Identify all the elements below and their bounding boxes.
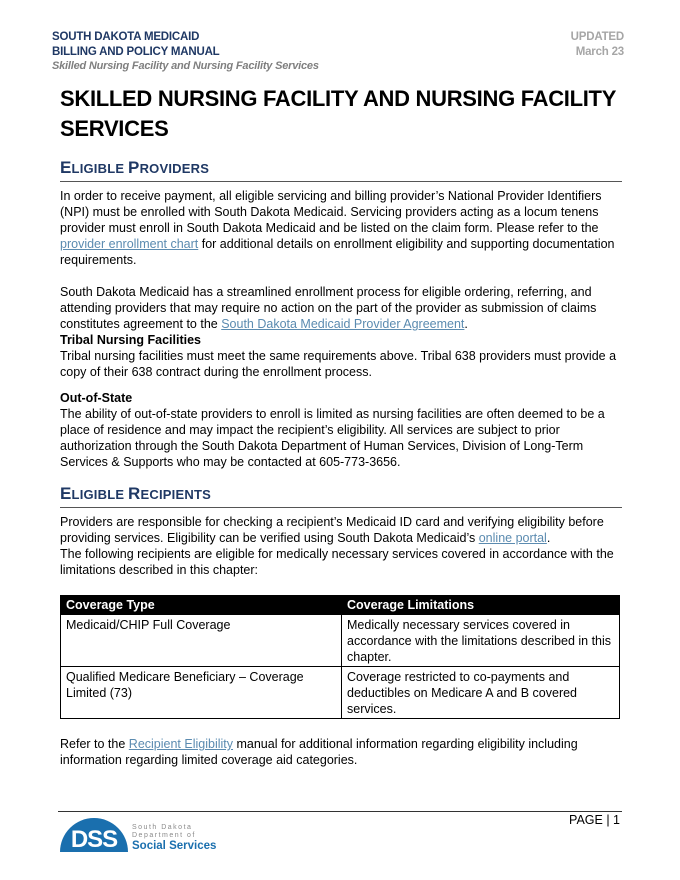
header-manual: BILLING AND POLICY MANUAL <box>52 45 220 58</box>
header-updated <box>571 30 624 59</box>
recipients-paragraph-1: Providers are responsible for checking a recipient’s Medicaid ID card and verifying eligibility before providing services. Eligibility can be verified using South Dakota Medicaid’s online portal. <box>60 515 604 545</box>
svg-text:Social Services: Social Services <box>132 840 217 852</box>
recipient-eligibility-link[interactable]: Recipient Eligibility <box>128 737 234 751</box>
out-of-state-paragraph: The ability of out-of-state providers to enroll is limited as nursing facilities are often deemed to be a place of residence and may impact the recipient’s eligibility. All services are subject to prior authorization through the South Dakota Department of Human Services, Division of Long-Term Services & Supports who may be contacted at 605-773-3656. <box>60 407 605 469</box>
document-header <box>52 30 319 74</box>
updated-date: March 23 <box>575 45 624 58</box>
header-coverage-type: Coverage Type <box>61 596 342 615</box>
header-chapter: Skilled Nursing Facility and Nursing Facility Services <box>52 60 319 72</box>
dss-logo <box>58 814 228 859</box>
provider-agreement-link[interactable]: South Dakota Medicaid Provider Agreement <box>221 317 465 331</box>
table-cell: Qualified Medicare Beneficiary – Coverage Limited (73) <box>61 667 342 719</box>
online-portal-link[interactable]: online portal <box>478 531 547 545</box>
provider-enrollment-chart-link[interactable]: provider enrollment chart <box>60 237 199 251</box>
header-agency: SOUTH DAKOTA MEDICAID <box>52 31 200 43</box>
tribal-paragraph: Tribal nursing facilities must meet the same requirements above. Tribal 638 providers must provide a copy of their 638 contract during the enrollment process. <box>60 349 617 379</box>
header-coverage-limitations: Coverage Limitations <box>342 596 620 615</box>
updated-label: UPDATED <box>570 31 624 43</box>
providers-paragraph-2: South Dakota Medicaid has a streamlined enrollment process for eligible ordering, referring, and attending providers that may require no action on the part of the provider as submission of claims constitutes agreement to the South Dakota Medicaid Provider Agreement. <box>60 285 597 331</box>
page-title: SKILLED NURSING FACILITY AND NURSING FACILITY SERVICES <box>60 86 616 141</box>
page-number: PAGE | 1 <box>569 813 620 827</box>
coverage-table <box>60 595 620 719</box>
svg-text:South Dakota: South Dakota <box>132 824 193 831</box>
page-content <box>60 84 622 768</box>
out-of-state-subheading: Out-of-State <box>60 391 133 405</box>
providers-paragraph-1: In order to receive payment, all eligible servicing and billing provider’s National Provider Identifiers (NPI) must be enrolled with South Dakota Medicaid. Servicing providers acting as a locum tenens provider must enroll in South Dakota Medicaid and be listed on the claim form. Please refer to the provider enrollment chart for additional details on enrollment eligibility and supporting documentation requirements. <box>60 189 615 267</box>
table-cell: Medicaid/CHIP Full Coverage <box>61 615 342 667</box>
footer-divider <box>58 811 622 812</box>
table-row <box>61 667 620 719</box>
table-row <box>61 615 620 667</box>
table-header-row <box>61 596 620 615</box>
recipients-paragraph-3: Refer to the Recipient Eligibility manual for additional information regarding eligibility including information regarding limited coverage aid categories. <box>60 737 578 767</box>
table-cell: Coverage restricted to co-payments and deductibles on Medicare A and B covered services. <box>342 667 620 719</box>
tribal-subheading: Tribal Nursing Facilities <box>60 333 202 347</box>
section-heading-eligible-recipients: ELIGIBLE RECIPIENTS <box>60 484 622 508</box>
svg-text:Department of: Department of <box>132 832 196 839</box>
recipients-paragraph-2: The following recipients are eligible for medically necessary services covered in accordance with the limitations described in this chapter: <box>60 547 614 577</box>
svg-text:DSS: DSS <box>70 826 118 853</box>
table-cell: Medically necessary services covered in accordance with the limitations described in this chapter. <box>342 615 620 667</box>
section-heading-eligible-providers: ELIGIBLE PROVIDERS <box>60 158 622 182</box>
